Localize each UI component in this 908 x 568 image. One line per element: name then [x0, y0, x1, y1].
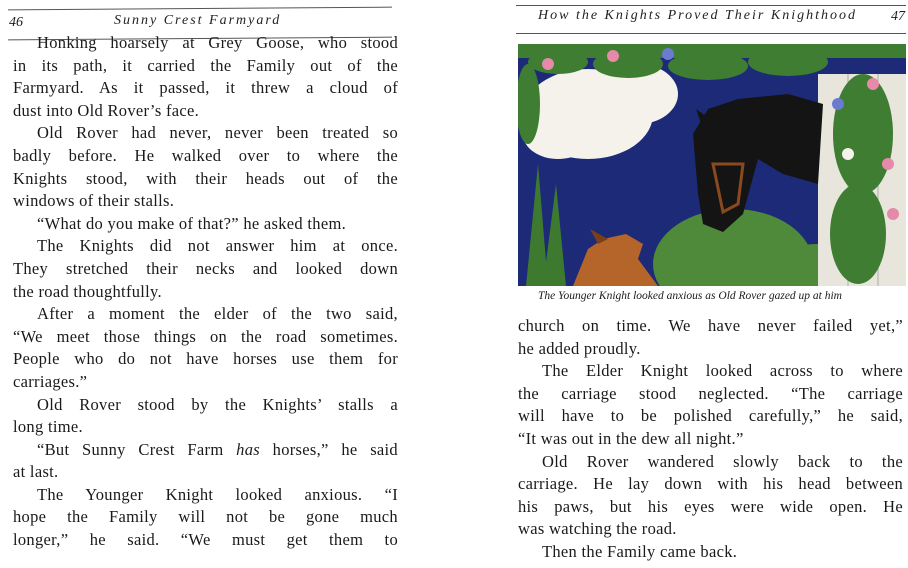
text-line: [13, 235, 398, 258]
text-line: [13, 484, 398, 507]
text-line-content: The Younger Knight looked anxious. “I: [37, 484, 398, 504]
text-line: [13, 394, 398, 417]
text-line: [518, 518, 903, 541]
text-line-content: dust into Old Rover’s face.: [13, 100, 200, 120]
text-line-content: at last.: [13, 462, 59, 482]
right-page: [454, 0, 908, 568]
illustration-caption: The Younger Knight looked anxious as Old Rover gazed up at him: [538, 290, 842, 302]
text-line: [13, 326, 398, 349]
text-line: [13, 32, 398, 55]
text-line-content: in its path, it carried the Family out of the: [13, 55, 398, 75]
text-line: [518, 496, 903, 519]
text-line-content: long time.: [13, 417, 83, 437]
text-line: [518, 383, 903, 406]
text-line-content: carriage. He lay down with his head between: [518, 474, 903, 494]
text-line-content: They stretched their necks and looked down: [13, 258, 398, 278]
text-line: [13, 55, 398, 78]
text-line: [518, 405, 903, 428]
text-line-content: “We meet those things on the road sometimes.: [13, 326, 398, 346]
page-number: 47: [891, 9, 905, 24]
text-line: [518, 428, 903, 451]
running-head: Sunny Crest Farmyard: [114, 13, 282, 28]
text-line: [13, 168, 398, 191]
illustration: [518, 44, 906, 286]
text-line: [13, 348, 398, 371]
text-line: [13, 506, 398, 529]
text-line-content: “But Sunny Crest Farm: [37, 439, 237, 459]
text-line: [13, 258, 398, 281]
text-line-content: horses,” he said: [259, 439, 398, 459]
text-line: [13, 145, 398, 168]
text-line-content: The Elder Knight looked across to where: [542, 361, 903, 381]
text-line-content: the carriage stood neglected. “The carriage: [518, 383, 903, 403]
text-line-content: longer,” he said. “We must get them to: [13, 530, 398, 550]
text-line-content: “What do you make of that?” he asked them.: [37, 213, 347, 233]
text-line-content: was watching the road.: [518, 519, 677, 539]
text-line-content: Old Rover wandered slowly back to the: [542, 451, 903, 471]
header-rule-top: [8, 7, 392, 11]
text-line: [13, 371, 398, 394]
text-line-content: Old Rover stood by the Knights’ stalls a: [37, 394, 398, 414]
header-rule-bottom: [516, 33, 906, 34]
text-line-content: badly before. He walked over to where the: [13, 145, 398, 165]
text-line: [13, 100, 398, 123]
text-line: [518, 451, 903, 474]
text-line: [13, 77, 398, 100]
body-text: [13, 32, 398, 552]
text-line: [518, 360, 903, 383]
text-line: [518, 338, 903, 361]
text-line-content: Then the Family came back.: [542, 541, 738, 561]
header-rule-top: [516, 5, 906, 6]
text-line-content: People who do not have horses use them for: [13, 349, 398, 369]
text-line: [518, 473, 903, 496]
text-line-content: The Knights did not answer him at once.: [37, 236, 398, 256]
text-line-content: church on time. We have never failed yet,”: [518, 316, 903, 335]
text-line-content: his paws, but his eyes were wide open. He: [518, 496, 903, 516]
text-line-content: Old Rover had never, never been treated so: [37, 123, 398, 143]
text-line: [13, 529, 398, 552]
text-line-content: the road thoughtfully.: [13, 281, 162, 301]
text-line-content: he added proudly.: [518, 338, 641, 358]
page-number: 46: [9, 15, 23, 30]
text-line: [13, 190, 398, 213]
text-line: [13, 461, 398, 484]
running-head: How the Knights Proved Their Knighthood: [538, 8, 857, 23]
text-line: [518, 541, 903, 564]
text-line-content: hope the Family will not be gone much: [13, 507, 398, 527]
text-line-content: will have to be polished carefully,” he said,: [518, 406, 903, 426]
text-line-content: After a moment the elder of the two said,: [37, 304, 398, 324]
text-line: [13, 281, 398, 304]
text-line: [518, 315, 903, 338]
text-line: [13, 416, 398, 439]
text-line-content: windows of their stalls.: [13, 191, 175, 211]
text-line-content: Knights stood, with their heads out of the: [13, 168, 398, 188]
text-line-content: Farmyard. As it passed, it threw a cloud of: [13, 78, 398, 98]
text-line: [13, 303, 398, 326]
text-line-content: Honking hoarsely at Grey Goose, who stood: [37, 33, 398, 52]
text-line: [13, 122, 398, 145]
text-line: [13, 213, 398, 236]
body-text: [518, 315, 903, 564]
text-line-content: carriages.”: [13, 371, 88, 391]
emphasis-text: has: [236, 439, 260, 459]
text-line-content: “It was out in the dew all night.”: [518, 428, 744, 448]
text-line: [13, 439, 398, 462]
